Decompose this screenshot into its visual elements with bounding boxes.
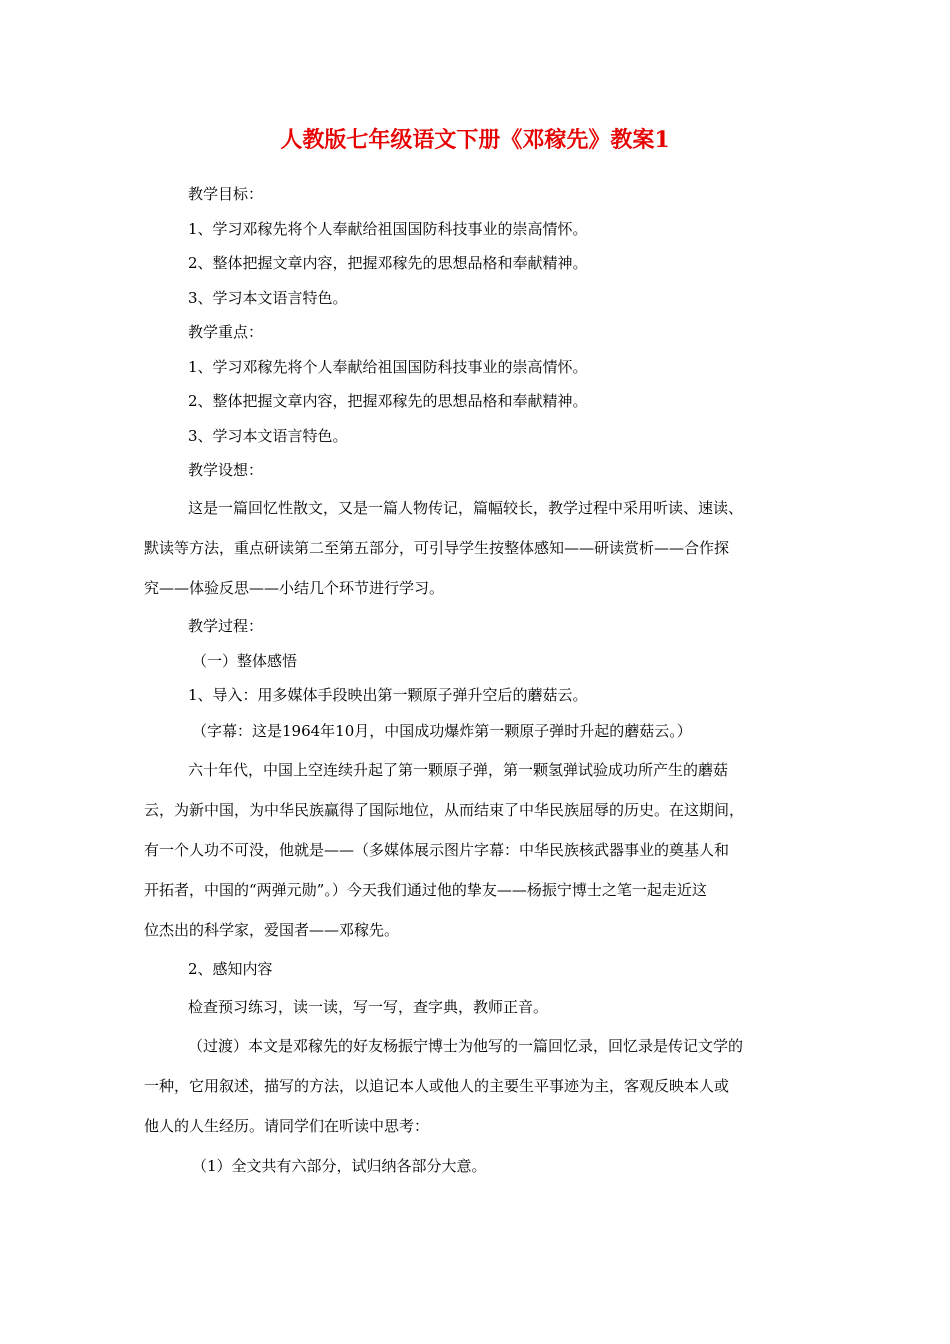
goal-item: 1、学习邓稼先将个人奉献给祖国国防科技事业的崇高情怀。 xyxy=(188,219,588,238)
transition-line: 一种，它用叙述，描写的方法，以追记本人或他人的主要生平事迹为主，客观反映本人或 xyxy=(144,1076,730,1095)
check-instruction: 检查预习练习，读一读，写一写，查字典，教师正音。 xyxy=(188,997,549,1016)
goal-item: 2、整体把握文章内容，把握邓稼先的思想品格和奉献精神。 xyxy=(188,254,588,272)
process-heading: 教学过程： xyxy=(188,616,264,635)
document-body xyxy=(144,177,824,1186)
design-paragraph xyxy=(144,488,824,608)
transition-line: （过渡）本文是邓稼先的好友杨振宁博士为他写的一篇回忆录，回忆录是传记文学的 xyxy=(188,1036,744,1055)
sixties-line: 有一个人功不可没，他就是——（多媒体展示图片字幕：中华民族核武器事业的奠基人和 xyxy=(144,840,730,859)
design-line: 这是一篇回忆性散文，又是一篇人物传记，篇幅较长，教学过程中采用听读、速读、 xyxy=(188,498,744,517)
goals-heading: 教学目标： xyxy=(188,185,264,203)
sixties-paragraph xyxy=(144,750,824,950)
design-line: 默读等方法，重点研读第二至第五部分，可引导学生按整体感知——研读赏析——合作探 xyxy=(144,538,730,557)
step-one: 1、导入：用多媒体手段映出第一颗原子弹升空后的蘑菇云。 xyxy=(188,685,588,704)
design-line: 究——体验反思——小结几个环节进行学习。 xyxy=(144,578,445,597)
key-point-item: 1、学习邓稼先将个人奉献给祖国国防科技事业的崇高情怀。 xyxy=(188,357,588,376)
transition-paragraph xyxy=(144,1026,824,1146)
sixties-line: 六十年代，中国上空连续升起了第一颗原子弹，第一颗氢弹试验成功所产生的蘑菇 xyxy=(188,760,729,779)
question-one: （1）全文共有六部分，试归纳各部分大意。 xyxy=(192,1156,487,1175)
key-points-heading: 教学重点： xyxy=(188,323,264,341)
sixties-line: 云，为新中国，为中华民族赢得了国际地位，从而结束了中华民族屈辱的历史。在这期间， xyxy=(144,800,745,819)
step-two: 2、感知内容 xyxy=(188,959,273,978)
goal-item: 3、学习本文语言特色。 xyxy=(188,288,348,307)
caption-note: （字幕：这是1964年10月，中国成功爆炸第一颗原子弹时升起的蘑菇云。） xyxy=(192,721,692,740)
sixties-line: 开拓者，中国的“两弹元勋”。）今天我们通过他的挚友——杨振宁博士之笔一起走近这 xyxy=(144,880,707,899)
key-point-item: 3、学习本文语言特色。 xyxy=(188,426,348,445)
key-point-item: 2、整体把握文章内容，把握邓稼先的思想品格和奉献精神。 xyxy=(188,392,588,410)
part-one-heading: （一）整体感悟 xyxy=(192,651,298,670)
design-heading: 教学设想： xyxy=(188,461,264,479)
document-title: 人教版七年级语文下册《邓稼先》教案1 xyxy=(280,127,670,153)
transition-line: 他人的人生经历。请同学们在听读中思考： xyxy=(144,1116,430,1135)
sixties-line: 位杰出的科学家，爱国者——邓稼先。 xyxy=(144,920,400,939)
